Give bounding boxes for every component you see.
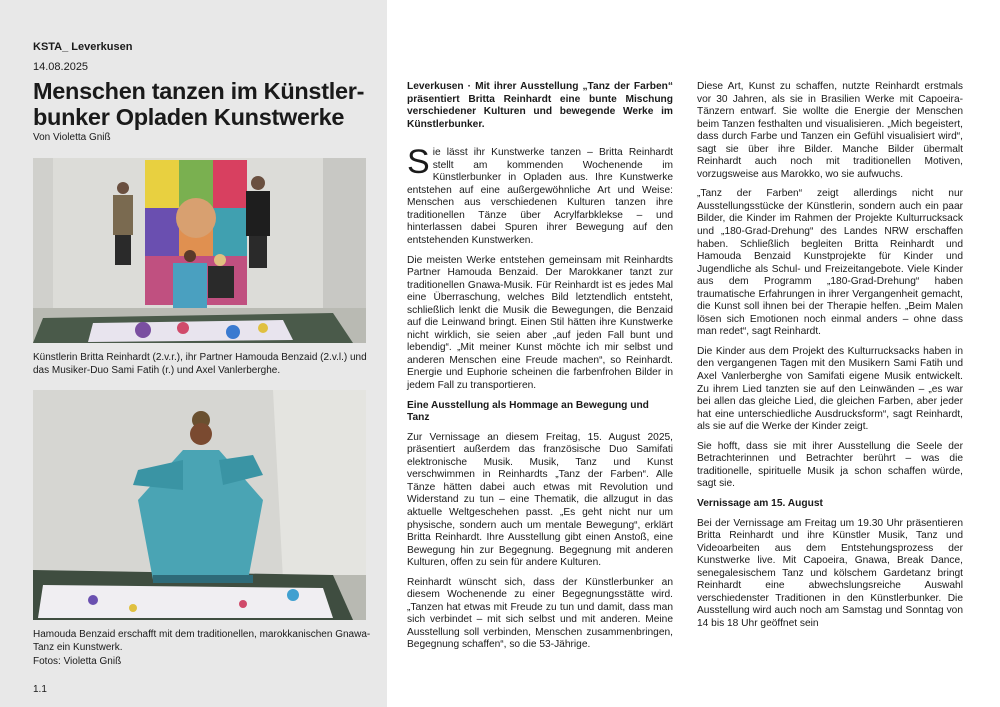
- paragraph-5: Diese Art, Kunst zu schaffen, nutzte Reinhardt erstmals vor 30 Jahren, als sie in Brasilien Werke mit Capoeira-Tänzern entwarf. Sie wollte die Energie der Menschen beim Tanzen festhalten und visualisieren. „Mich begeistert, dass durch Farbe und Tanzen ein Gefühl visualisiert wird“, sagt sie über ihre Bilder. Manche Bilder übermalt Reinhardt auch noch mit traditionellen Motiven, vorzugsweise aus Marokko, wo sie aufwuchs.: [697, 81, 963, 180]
- subheading-2: Vernissage am 15. August: [697, 497, 823, 509]
- paragraph-1: [407, 143, 673, 247]
- headline: Menschen tanzen im Künstler-bunker Opladen Kunstwerke: [33, 78, 365, 130]
- paragraph-6: „Tanz der Farben“ zeigt allerdings nicht nur Ausstellungsstücke der Künstlerin, sondern auch ein paar Bilder, die Kinder im Rahmen der Projekte Kulturrucksack und „180-Grad-Drehung“ des Landes NRW erschaffen haben. Schließlich begleiten Britta Reinhardt und Hamouda Benzaid Kunstprojekte für Kinder und Jugendliche als Schul- und Freizeitangebote. Viele Kinder aus dem Programm „180-Grad-Drehung“ haben traumatische Erfahrungen in ihrer Vergangenheit gemacht, die Kunst soll ihnen bei der Therapie helfen. „Beim Malen lösen sich Emotionen noch einmal anders – ohne dass man redet“, sagt Reinhardt.: [697, 188, 963, 338]
- photo-caption-1: Künstlerin Britta Reinhardt (2.v.r.), ihr Partner Hamouda Benzaid (2.v.l.) und das Musiker-Duo Sami Fatih (r.) und Axel Vanlerberghe.: [33, 352, 367, 376]
- page-number: 1.1: [33, 684, 47, 695]
- byline: Von Violetta Gniß: [33, 132, 111, 143]
- paragraph-1-text: ie lässt ihr Kunstwerke tanzen – Britta Reinhardt stellt am kommenden Wochenende im Künstlerbunker in Opladen aus. Ihre Kunstwerke entstehen auf eine außergewöhnliche Art und Weise: Menschen aus verschiedenen Kulturen tanzen ihre traditionellen Tänze über Acrylfarbklekse – und hinterlassen dabei Spuren ihrer Bewegung auf den entstehenden Kunstwerken.: [407, 147, 673, 247]
- paragraph-9: Bei der Vernissage am Freitag um 19.30 Uhr präsentieren Britta Reinhardt und ihre Künstler Musik, Tanz und Videoarbeiten aus dem Entstehungsprozess der Kunstwerke live. Mit Capoeira, Gnawa, Break Dance, senegalesischem Tanz und kölschem Gardetanz bringt Reinhardt eine abwechslungsreiche Auswahl verschiedenster Traditionen in den Künstlerbunker. Die Ausstellung wird auch noch am Samstag und Sonntag von 14 bis 18 Uhr geöffnet sein: [697, 517, 963, 629]
- subheading-1: Eine Ausstellung als Hommage an Bewegung und Tanz: [407, 399, 649, 424]
- paragraph-2: Die meisten Werke entstehen gemeinsam mit Reinhardts Partner Hamouda Benzaid. Der Marokkaner tanzt zur traditionellen Gnawa-Musik. Für Reinhardt ist es jedes Mal eine Überraschung, welches Bild letztendlich entsteht, schließlich lenkt die Musik die Bewegungen, die Benzaid auf die Leinwand bringt. Einen Stil hätten ihre Kunstwerke nicht wirklich, sie seien aber „auf jeden Fall bunt und lebendig“. „Mit meiner Kunst möchte ich mir selbst und anderen Menschen eine Freude machen“, so Reinhardt. Energie und Euphorie scheinen die farbenfrohen Bilder in jedem Fall zu transportieren.: [407, 254, 673, 392]
- photo-caption-2: Hamouda Benzaid erschafft mit dem traditionellen, marokkanischen Gnawa-Tanz ein Kunstwerk.: [33, 629, 371, 653]
- paragraph-7: Die Kinder aus dem Projekt des Kulturrucksacks haben in den vergangenen Tagen mit den Musikern Sami Fatih und Axel Vanlerberghe von Samifati eigene Musik entwickelt. Zu ihrem Lied tanzten sie auf den Leinwänden – „es war bei allen das gleiche Lied, die gleichen Farben, aber jeder hat eine unterschiedliche Ausdrucksform“, sagt Reinhardt, als sie auf die Werke der Kinder zeigt.: [697, 345, 963, 433]
- paragraph-3: Zur Vernissage an diesem Freitag, 15. August 2025, präsentiert außerdem das französische Duo Samifati elektronische Musik. Musik, Tanz und Kunst verschwimmen in Reinhardts „Tanz der Farben“. Alle Tänze hätten dabei auch etwas mit Revolution und Widerstand zu tun – eine Thematik, die allzugut in das aktuelle Weltgeschehen passt. „Es geht nicht nur um physische, sondern auch um mentale Bewegung“, erklärt Britta Reinhardt. Ihre Ausstellung gibt einen Anstoß, eine Bewegung hin zur Begegnung. Begegnung mit anderen Kulturen, offen zu sein für andere Kulturen.: [407, 431, 673, 569]
- paragraph-4: Reinhardt wünscht sich, dass der Künstlerbunker an diesem Wochenende zu einer Begegnungsstätte wird. „Tanzen hat etwas mit Freude zu tun und damit, dass man sich verbindet – mit sich selbst und mit anderen. Meine Ausstellung soll verbinden, Menschen zusammenbringen, Begegnung schaffen“, so die 53-Jährige.: [407, 576, 673, 651]
- article-column-1: [407, 81, 673, 659]
- article-column-2: [697, 81, 963, 637]
- section-kicker: KSTA_ Leverkusen: [33, 41, 133, 53]
- group-photo: [33, 158, 366, 343]
- photo-credit: Fotos: Violetta Gniß: [33, 656, 122, 667]
- dance-photo: [33, 390, 366, 620]
- drop-cap: S: [407, 143, 430, 182]
- lead-paragraph: Leverkusen · Mit ihrer Ausstellung „Tanz der Farben“ präsentiert Britta Reinhardt eine bunte Mischung verschiedener Kulturen und bewegende Werke im Künstlerbunker.: [407, 81, 673, 130]
- publication-date: 14.08.2025: [33, 61, 89, 73]
- left-panel: [0, 0, 387, 707]
- paragraph-8: Sie hofft, dass sie mit ihrer Ausstellung die Seele der Betrachterinnen und Betrachter berührt – was die traditionelle, spirituelle Musik ja schon schaffen würde, sagt sie.: [697, 440, 963, 490]
